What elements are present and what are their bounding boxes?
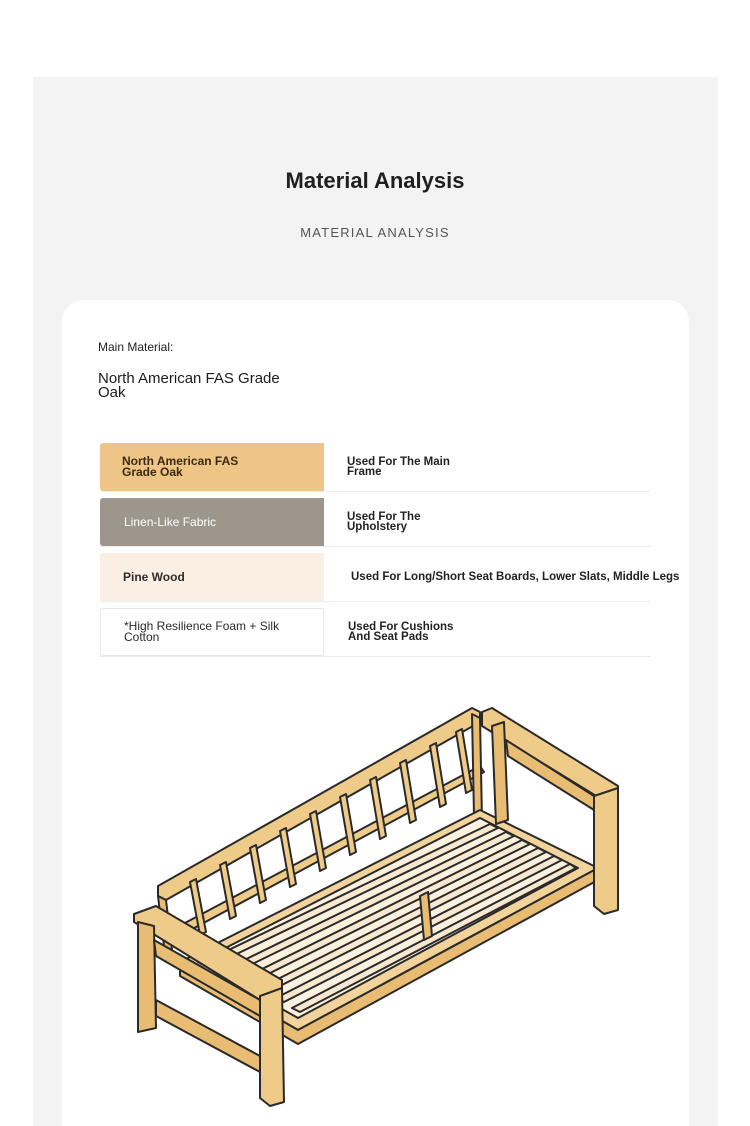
main-material-label: Main Material: — [98, 340, 174, 354]
section-title: Material Analysis — [285, 168, 465, 193]
material-row — [100, 498, 651, 547]
material-name: *High Resilience Foam + Silk Cotton — [100, 608, 324, 656]
main-material-value: North American FAS Grade Oak — [98, 370, 280, 401]
material-use: Used For The Main Frame — [347, 455, 450, 478]
material-name: Pine Wood — [100, 553, 324, 601]
sofa-frame-icon — [120, 700, 630, 1115]
material-use: Used For Cushions And Seat Pads — [348, 620, 454, 643]
material-row — [100, 443, 651, 492]
material-row — [100, 608, 651, 657]
material-name: North American FAS Grade Oak — [100, 443, 324, 491]
section-subtitle: MATERIAL ANALYSIS — [300, 225, 450, 240]
material-use: Used For The Upholstery — [347, 510, 421, 533]
material-use: Used For Long/Short Seat Boards, Lower Slats, Middle Legs — [351, 570, 680, 583]
material-table — [100, 443, 680, 663]
material-name: Linen-Like Fabric — [100, 498, 324, 546]
material-row — [100, 553, 680, 602]
